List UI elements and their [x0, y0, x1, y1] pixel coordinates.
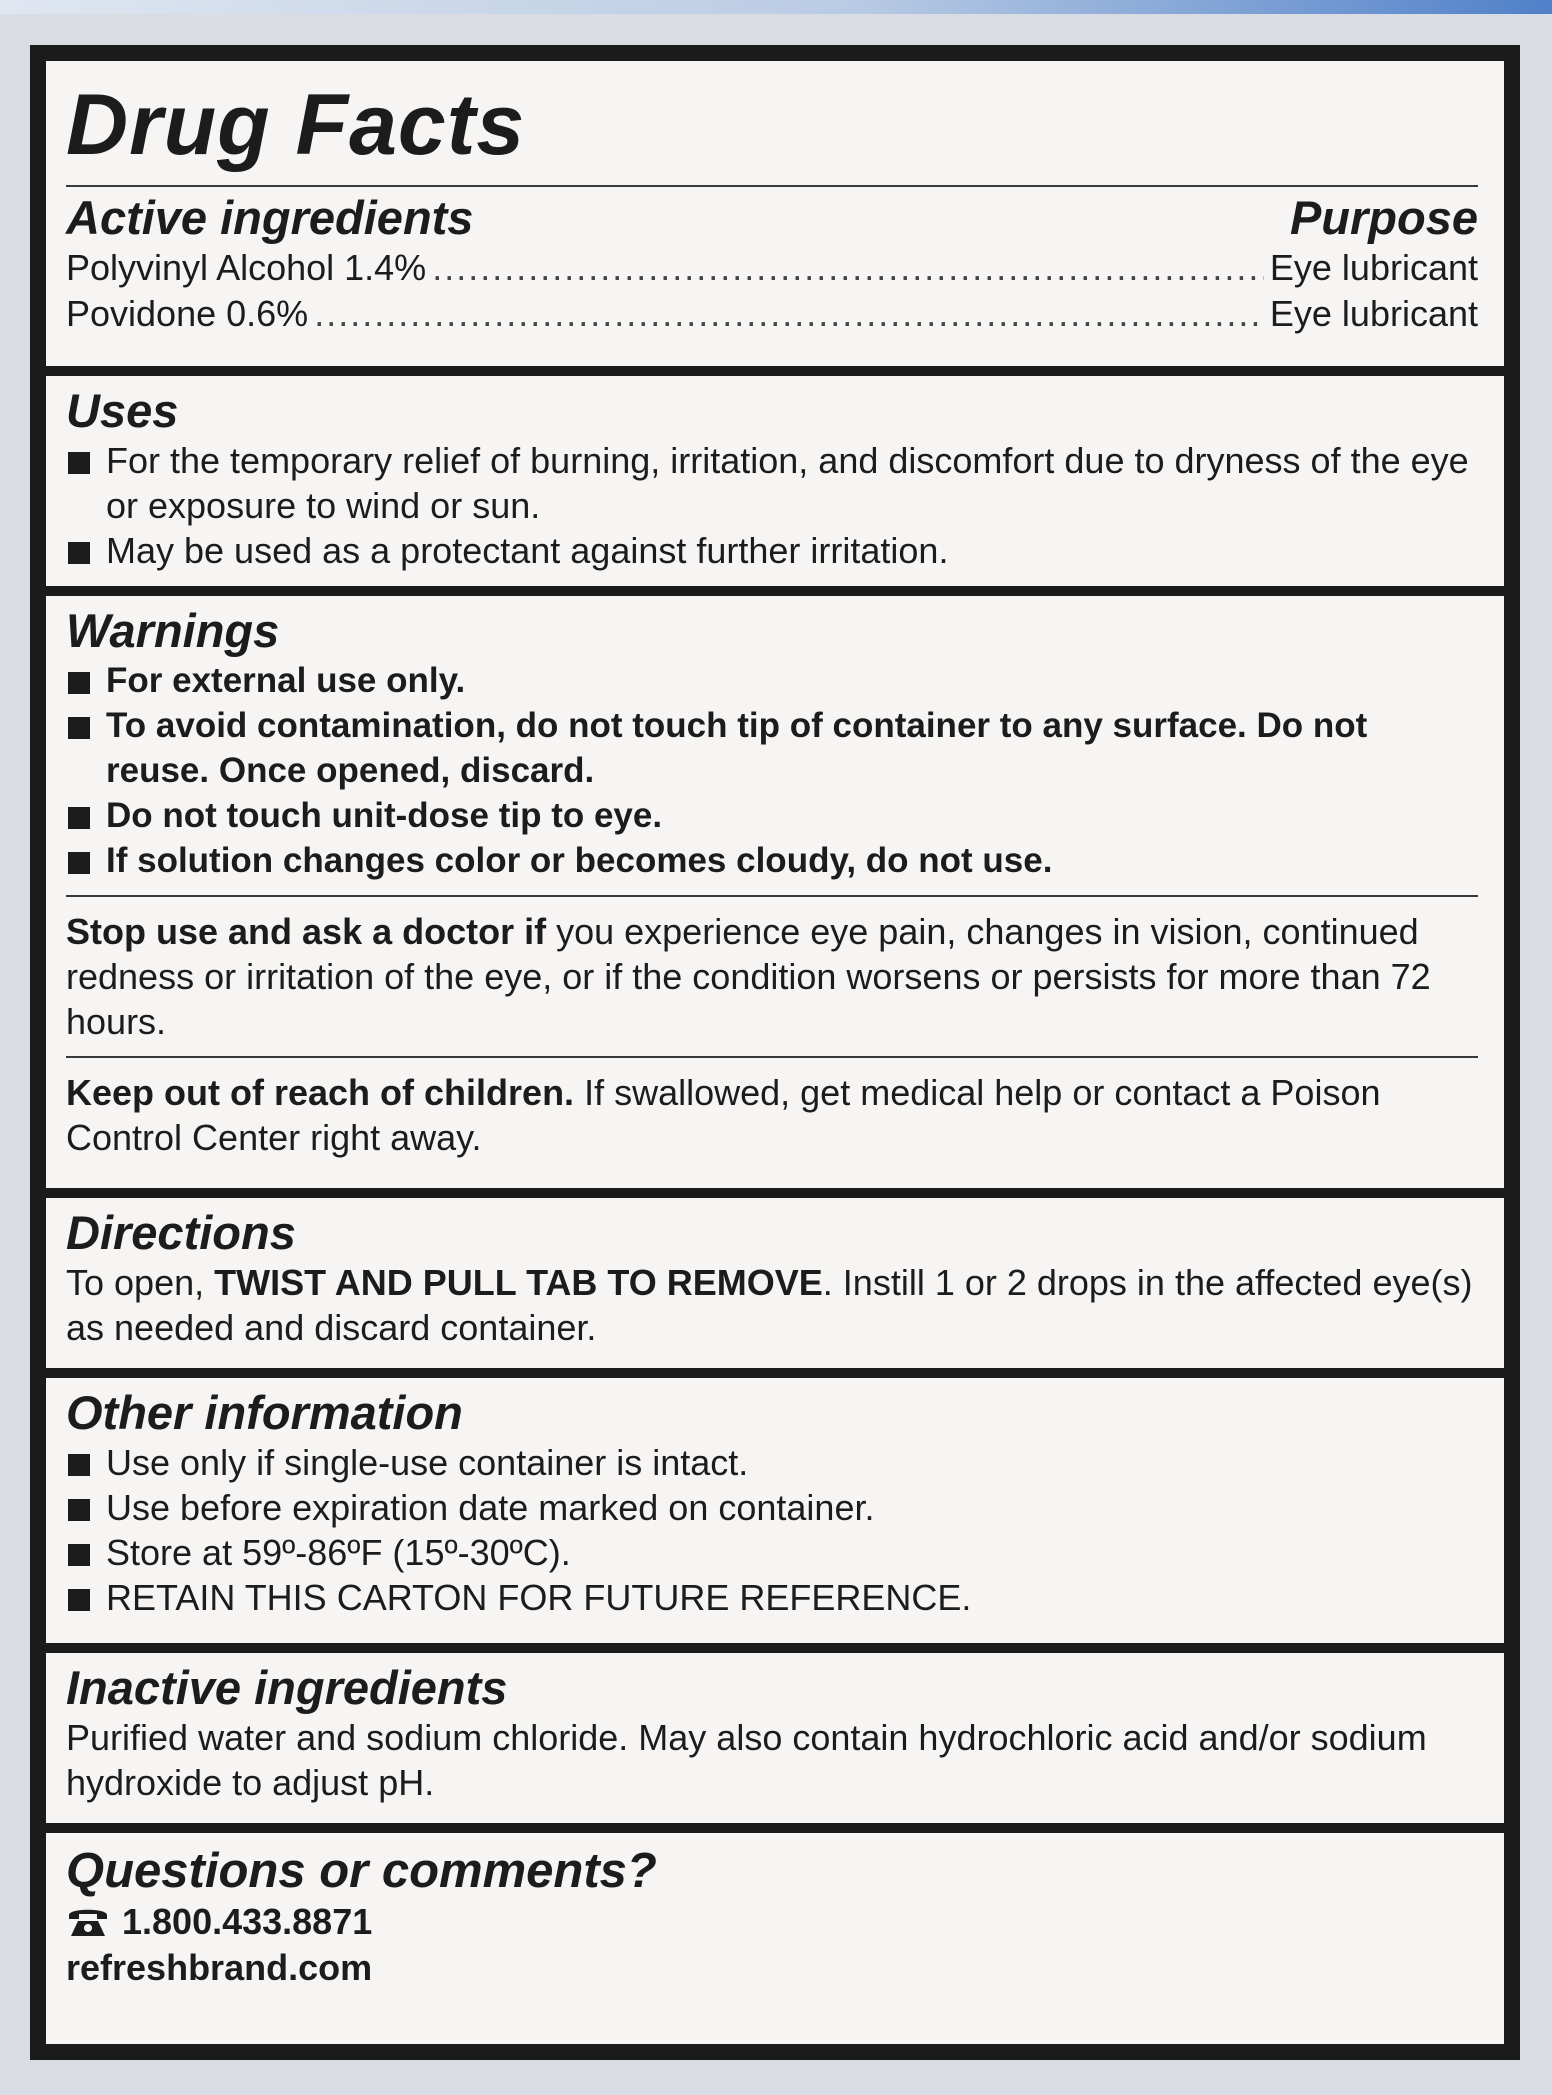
- uses-list: [66, 438, 1478, 573]
- questions-heading: Questions or comments?: [66, 1844, 657, 1898]
- inactive-ingredients-section: [46, 1653, 1504, 1823]
- keep-out-paragraph: [66, 1070, 1478, 1160]
- ingredient-name: Povidone 0.6%: [66, 293, 309, 334]
- purpose-heading: Purpose: [1289, 191, 1478, 244]
- dot-leader: [314, 291, 1264, 337]
- inactive-ingredients-text: Purified water and sodium chloride. May also contain hydrochloric acid and/or sodium hydroxide to adjust pH.: [66, 1717, 1427, 1803]
- list-item: Do not touch unit-dose tip to eye.: [66, 793, 1478, 838]
- warnings-section: [46, 596, 1504, 1188]
- active-ingredients-section: [46, 61, 1504, 366]
- stop-use-text: you experience eye pain, changes in vision, continued redness or irritation of the eye, or if the condition worsens or persists for more than 72 hours.: [66, 911, 1431, 1042]
- keep-out-text: If swallowed, get medical help or contact a Poison Control Center right away.: [66, 1072, 1381, 1158]
- website-line: [66, 1945, 1478, 1991]
- stop-use-label: Stop use and ask a doctor if: [66, 911, 547, 952]
- stop-use-paragraph: [66, 909, 1478, 1044]
- carton-top-edge: [0, 0, 1552, 14]
- warnings-divider: [66, 895, 1478, 897]
- ingredient-row: [66, 245, 1478, 291]
- directions-section: [46, 1198, 1504, 1368]
- dot-leader: [432, 245, 1264, 291]
- directions-pre: To open,: [66, 1262, 215, 1303]
- list-item: May be used as a protectant against further irritation.: [66, 528, 1478, 573]
- list-item: RETAIN THIS CARTON FOR FUTURE REFERENCE.: [66, 1575, 1478, 1620]
- active-ingredients-heading: Active ingredients: [66, 191, 474, 244]
- telephone-icon: [66, 1905, 110, 1939]
- website-link[interactable]: refreshbrand.com: [66, 1947, 373, 1988]
- keep-out-label: Keep out of reach of children.: [66, 1072, 575, 1113]
- title-divider: [66, 185, 1478, 187]
- drug-facts-title: Drug Facts: [66, 77, 526, 173]
- uses-heading: Uses: [66, 384, 179, 437]
- list-item: For external use only.: [66, 658, 1478, 703]
- ingredient-row: [66, 291, 1478, 337]
- directions-heading: Directions: [66, 1206, 296, 1259]
- warnings-heading: Warnings: [66, 604, 280, 657]
- list-item: Use only if single-use container is intact.: [66, 1440, 1478, 1485]
- list-item: Store at 59º-86ºF (15º-30ºC).: [66, 1530, 1478, 1575]
- phone-line: [66, 1899, 1478, 1945]
- questions-section: [46, 1833, 1504, 2044]
- other-information-heading: Other information: [66, 1386, 463, 1439]
- list-item: If solution changes color or becomes cloudy, do not use.: [66, 838, 1478, 883]
- inactive-ingredients-heading: Inactive ingredients: [66, 1661, 508, 1714]
- uses-section: [46, 376, 1504, 586]
- drug-facts-panel: [30, 45, 1520, 2060]
- ingredient-name: Polyvinyl Alcohol 1.4%: [66, 247, 427, 288]
- other-information-section: [46, 1378, 1504, 1643]
- list-item: Use before expiration date marked on container.: [66, 1485, 1478, 1530]
- ingredient-purpose: Eye lubricant: [1269, 293, 1478, 334]
- active-header-row: [66, 191, 1478, 245]
- warnings-list: [66, 658, 1478, 883]
- list-item: For the temporary relief of burning, irritation, and discomfort due to dryness of the eye or exposure to wind or sun.: [66, 438, 1478, 528]
- phone-number[interactable]: 1.800.433.8871: [122, 1901, 373, 1942]
- list-item: To avoid contamination, do not touch tip of container to any surface. Do not reuse. Once opened, discard.: [66, 703, 1478, 793]
- ingredient-purpose: Eye lubricant: [1269, 247, 1478, 288]
- other-information-list: [66, 1440, 1478, 1620]
- warnings-divider: [66, 1056, 1478, 1058]
- directions-post: . Instill 1 or 2 drops in the affected eye(s) as needed and discard container.: [66, 1262, 1473, 1348]
- directions-bold: TWIST AND PULL TAB TO REMOVE: [214, 1262, 823, 1303]
- directions-text: [66, 1260, 1478, 1350]
